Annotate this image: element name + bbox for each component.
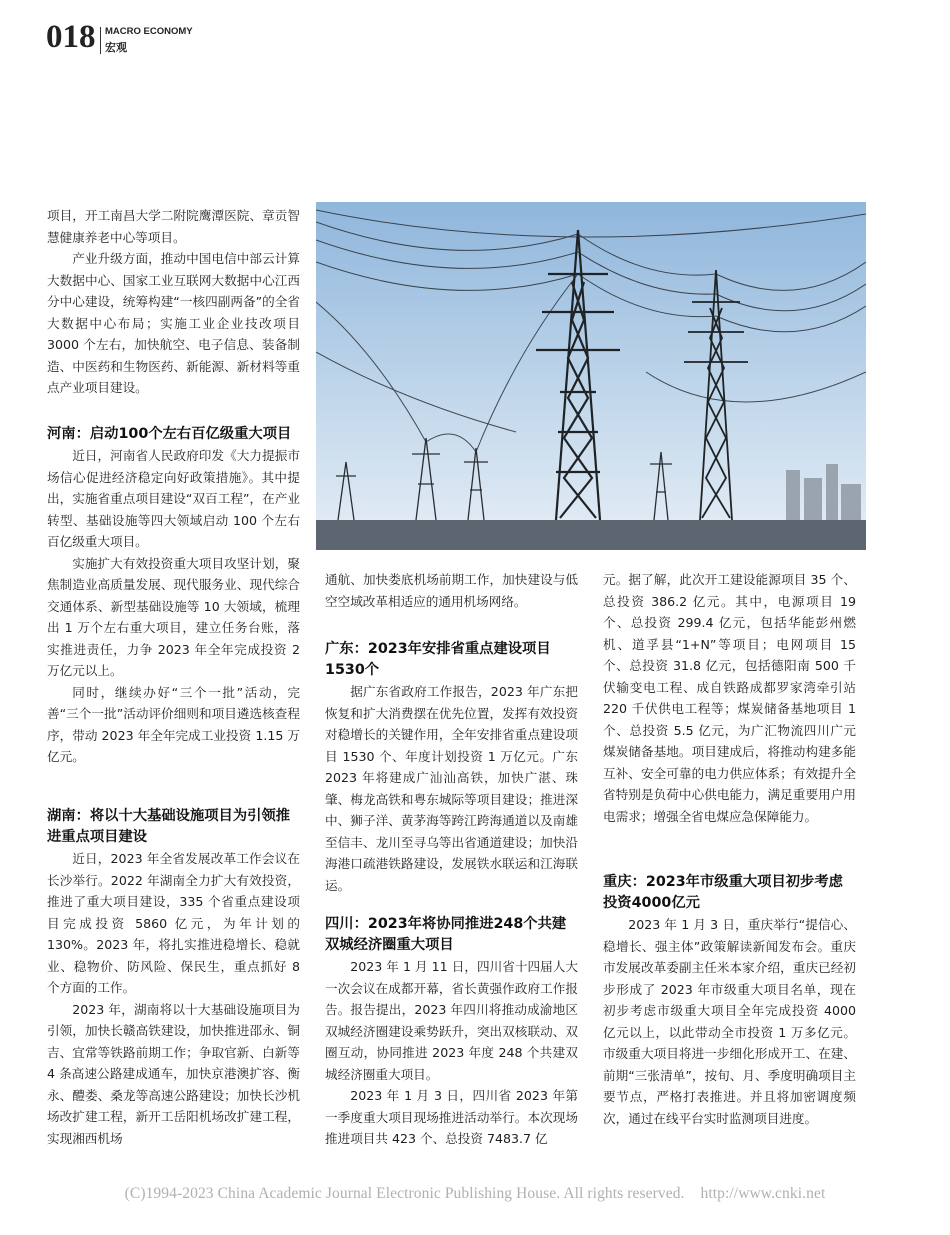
paragraph: 2023 年 1 月 3 日，四川省 2023 年第一季度重大项目现场推进活动举行。本次现场推进项目共 423 个、总投资 7483.7 亿 <box>325 1088 578 1146</box>
paragraph: 项目，开工南昌大学二附院鹰潭医院、章贡智慧健康养老中心等项目。 <box>47 208 300 245</box>
header-divider <box>100 27 101 54</box>
heading-hunan: 湖南：将以十大基础设施项目为引领推进重点项目建设 <box>47 808 291 845</box>
section-chongqing <box>603 872 856 1129</box>
power-towers-photo <box>316 202 866 550</box>
column-2-top <box>325 569 578 612</box>
column-1-top <box>47 205 300 399</box>
section-hunan <box>47 806 300 1149</box>
heading-henan: 河南：启动100个左右百亿级重大项目 <box>47 426 292 442</box>
paragraph: 通航、加快娄底机场前期工作，加快建设与低空空域改革相适应的通用机场网络。 <box>325 572 578 609</box>
section-sichuan <box>325 914 578 1150</box>
paragraph: 近日，河南省人民政府印发《大力提振市场信心促进经济稳定向好政策措施》。其中提出，实施省重点项目建设“双百工程”，在产业转型、基础设施等四大领域启动 100 个左右百亿级重大项目。 <box>47 448 300 549</box>
copyright-footer <box>0 1185 950 1203</box>
paragraph: 产业升级方面，推动中国电信中部云计算大数据中心、国家工业互联网大数据中心江西分中心建设，统筹构建“一核四副两备”的全省大数据中心布局；实施工业企业技改项目 3000 个左右，加快航空、电子信息、装备制造、中医药和生物医药、新能源、新材料等重点产业项目建设。 <box>47 251 300 395</box>
paragraph: 据广东省政府工作报告，2023 年广东把恢复和扩大消费摆在优先位置，发挥有效投资对稳增长的关键作用，全年安排省重点建设项目 1530 个、年度计划投资 1 万亿元。广东 2023 年将建成广汕汕高铁，加快广湛、珠肇、梅龙高铁和粤东城际等项目建设；推进深中、狮子洋、黄茅海等跨江跨海通道以及南雄至信丰、龙川至寻乌等出省通道建设；加快沿海港口疏港铁路建设，发展铁水联运和江海联运。 <box>325 684 578 893</box>
paragraph: 2023 年 1 月 3 日，重庆举行“提信心、稳增长、强主体”政策解读新闻发布会。重庆市发展改革委副主任米本家介绍，重庆已经初步形成了 2023 年市级重大项目名单，现在初步考虑市级重大项目全年完成投资 4000 亿元以上，以此带动全市投资 1 万多亿元。市级重大项目将进一步细化形成开工、在建、前期“三张清单”，按旬、月、季度明确项目主要节点，严格打表推进。并且将加密调度频次，通过在线平台实时监测项目进度。 <box>603 917 856 1126</box>
heading-guangdong: 广东：2023年安排省重点建设项目1530个 <box>325 641 551 678</box>
paragraph: 2023 年 1 月 11 日，四川省十四届人大一次会议在成都开幕，省长黄强作政府工作报告。报告提出，2023 年四川将推动成渝地区双城经济圈建设乘势跃升，突出双核联动、双圈互动，协同推进 2023 年度 248 个共建双城经济圈重大项目。 <box>325 959 578 1082</box>
cnki-url[interactable]: http://www.cnki.net <box>700 1185 826 1202</box>
section-guangdong <box>325 639 578 896</box>
heading-sichuan: 四川：2023年将协同推进248个共建双城经济圈重大项目 <box>325 916 567 953</box>
column-3-top <box>603 569 856 827</box>
paragraph: 元。据了解，此次开工建设能源项目 35 个、总投资 386.2 亿元。其中，电源项目 19 个、总投资 299.4 亿元，包括华能彭州燃机、道孚县“1+N”等项目；电网项目 15 个、总投资 31.8 亿元，包括德阳南 500 千伏输变电工程、成自铁路成都罗家湾牵引站 220 千伏供电工程等；煤炭储备基地项目 1 个、总投资 5.5 亿元，为广汇物流四川广元煤炭储备基地。项目建成后，将推动构建多能互补、安全可靠的电力供应体系；有效提升全省特别是负荷中心供电能力，满足重要用户用电需求；增强全省电煤应急保障能力。 <box>603 572 856 824</box>
heading-chongqing: 重庆：2023年市级重大项目初步考虑投资4000亿元 <box>603 874 843 911</box>
copyright-text: (C)1994-2023 China Academic Journal Electronic Publishing House. All rights reserved. <box>124 1185 685 1202</box>
page-number: 018 <box>46 19 96 55</box>
section-henan <box>47 424 300 768</box>
paragraph: 近日，2023 年全省发展改革工作会议在长沙举行。2022 年湖南全力扩大有效投资，推进了重大项目建设，335 个省重点建设项目完成投资 5860 亿元，为年计划的 130%。2023 年，将扎实推进稳增长、稳就业、稳物价、防风险、保民生，重点抓好 8 个方面的工作。 <box>47 851 300 995</box>
paragraph: 同时，继续办好“三个一批”活动，完善“三个一批”活动评价细则和项目遴选核查程序，带动 2023 年全年完成工业投资 1.15 万亿元。 <box>47 684 300 764</box>
section-name-cn: 宏观 <box>105 41 127 54</box>
paragraph: 实施扩大有效投资重大项目攻坚计划，聚焦制造业高质量发展、现代服务业、现代综合交通体系、新型基础设施等 10 大领域，梳理出 1 万个左右重大项目，建立任务台账，落实推进责任，力争 2023 年全年完成投资 2 万亿元以上。 <box>47 555 300 678</box>
paragraph: 2023 年，湖南将以十大基础设施项目为引领，加快长赣高铁建设，加快推进邵永、铜吉、宜常等铁路前期工作；争取官新、白新等 4 条高速公路建成通车，加快京港澳扩容、衡永、醴娄、桑龙等高速公路建设；加快长沙机场改扩建工程，新开工岳阳机场改扩建工程，实现湘西机场 <box>47 1001 300 1146</box>
section-name-en: MACRO ECONOMY <box>105 26 193 37</box>
